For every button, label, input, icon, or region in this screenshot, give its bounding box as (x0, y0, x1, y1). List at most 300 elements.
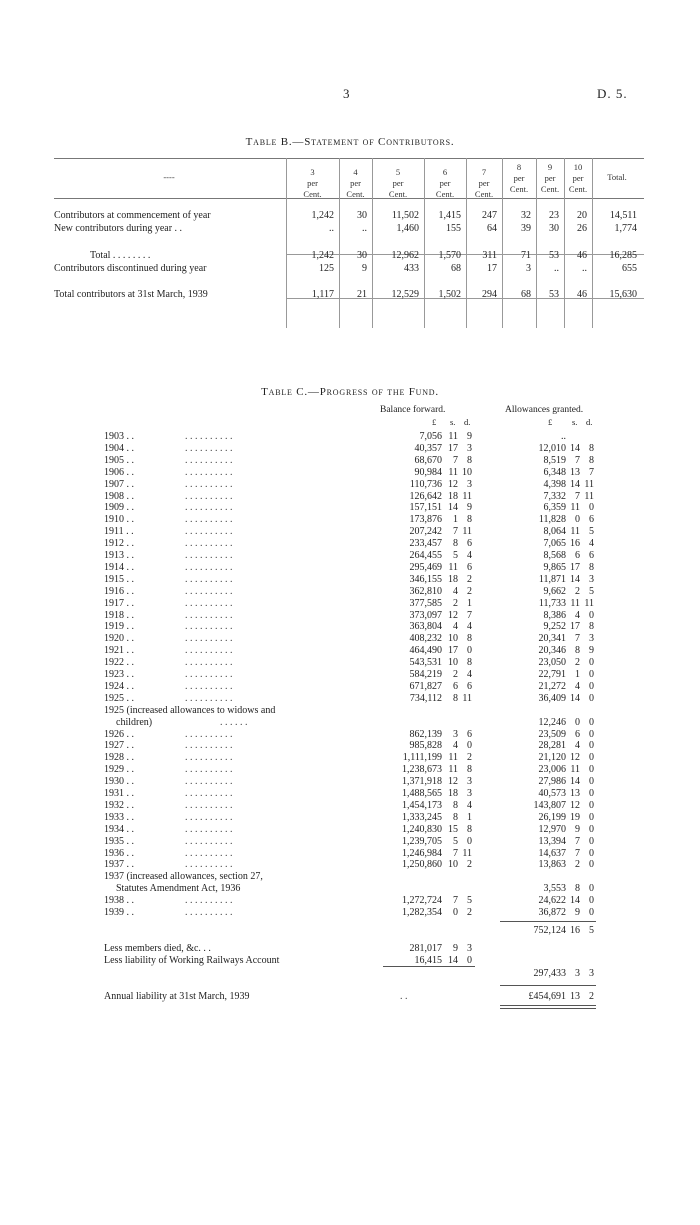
annual-liability-shillings: 13 (570, 990, 580, 1002)
year-label: 1909 . . (104, 502, 134, 514)
year-row (100, 907, 600, 919)
year-label: 1927 . . (104, 740, 134, 752)
table-b-column-header (424, 167, 466, 200)
allowance-granted-pounds: 21,272 (538, 680, 566, 692)
balance-forward-shillings: 12 (448, 609, 458, 621)
allowance-granted-pence: 0 (589, 847, 594, 859)
year-row (100, 800, 600, 812)
balance-forward-shillings: 12 (448, 776, 458, 788)
year-label: 1935 . . (104, 835, 134, 847)
table-b-column-header-part: 3 (310, 167, 315, 177)
table-b-column-header-part: 6 (442, 167, 448, 177)
table-b-cell: 71 (521, 250, 531, 261)
allowance-granted-pounds: 6,348 (543, 466, 566, 478)
balance-forward-pounds: 346,155 (409, 573, 442, 585)
table-b-cell: 16,285 (609, 250, 637, 261)
year-label: 1929 . . (104, 764, 134, 776)
balance-forward-shillings: 8 (453, 538, 458, 550)
leader-dots: . . . . . . . . . . (185, 788, 233, 799)
note-row (100, 705, 600, 717)
balance-forward-pence: 11 (462, 847, 472, 859)
allowance-granted-pounds: 143,807 (533, 799, 566, 811)
final-rule-bottom (500, 1005, 596, 1006)
allowance-granted-pence: 0 (589, 799, 594, 811)
balance-forward-pence: 8 (467, 657, 472, 669)
year-row (100, 681, 600, 693)
balance-forward-pounds: 1,454,173 (402, 799, 442, 811)
allowance-granted-pounds: 8,568 (543, 550, 566, 561)
final-label: Annual liability at 31st March, 1939 (104, 990, 250, 1002)
year-row (100, 729, 600, 741)
table-b-cell: 1,415 (438, 210, 461, 221)
balance-unit-header: d. (464, 417, 471, 427)
leader-dots: . . . . . . . . . . (185, 490, 233, 502)
leader-dots: . . . . . . . . . . (185, 811, 233, 823)
balance-forward-pounds: 40,357 (414, 442, 442, 454)
leader-dots: . . . . . . . . . . (185, 633, 233, 645)
table-c-title: Table C.—Progress of the Fund. (261, 386, 439, 398)
leader-dots: . . . . . . . . . . (185, 799, 233, 811)
allowance-granted-pounds: 27,986 (538, 776, 566, 788)
year-label: 1913 . . (104, 550, 134, 561)
table-b-cell: 655 (622, 263, 637, 274)
leader-dots: . . . . . . . . . . (185, 776, 233, 788)
year-row (100, 598, 600, 610)
allowance-granted-shillings: 13 (570, 788, 580, 799)
leader-dots: . . . . . . . . . . (185, 550, 233, 561)
balance-forward-shillings: 15 (448, 823, 458, 835)
year-label: 1908 . . (104, 490, 134, 502)
table-b-column-header (339, 167, 372, 200)
allowances-granted-header: Allowances granted. (505, 405, 584, 415)
balance-forward-pounds: 1,111,199 (402, 752, 442, 764)
balance-forward-pounds: 173,876 (409, 514, 442, 526)
balance-forward-pence: 2 (467, 752, 472, 764)
balance-forward-shillings: 6 (453, 680, 458, 692)
allowance-granted-shillings: 14 (570, 895, 580, 907)
year-row (100, 895, 600, 907)
table-b-column-header-part: 4 (353, 167, 358, 177)
balance-forward-pounds: 734,112 (409, 692, 442, 704)
table-b-column-header (372, 167, 424, 200)
balance-forward-pence: 4 (467, 669, 472, 680)
balance-forward-shillings: 2 (453, 597, 458, 609)
allowance-unit-header: d. (586, 417, 593, 427)
balance-forward-pence: 2 (467, 573, 472, 585)
allowance-granted-shillings: 11 (570, 764, 580, 776)
table-b-row (54, 210, 644, 223)
allowance-granted-pounds: 20,346 (538, 645, 566, 657)
annual-liability-pounds: £454,691 (528, 990, 566, 1002)
allowance-granted-shillings: 12 (570, 799, 580, 811)
balance-forward-pounds: 671,827 (409, 680, 442, 692)
balance-forward-shillings: 17 (448, 645, 458, 657)
balance-forward-pounds: 1,239,705 (402, 835, 442, 847)
allowance-granted-pounds: 24,622 (538, 895, 566, 907)
subtotal-row (100, 925, 600, 937)
balance-forward-shillings: 4 (453, 621, 458, 633)
year-row (100, 788, 600, 800)
allowance-granted-pounds: 7,065 (543, 538, 566, 550)
balance-forward-pounds: 584,219 (409, 669, 442, 680)
table-b-row (54, 250, 644, 263)
table-b-cell: 46 (577, 289, 587, 300)
allowance-granted-pounds: 9,662 (543, 585, 566, 597)
leader-dots: . . . . . . . . . . (185, 764, 233, 776)
balance-forward-pounds: 1,250,860 (402, 859, 442, 871)
year-row (100, 610, 600, 622)
balance-forward-pence: 3 (467, 788, 472, 799)
balance-forward-pounds: 1,488,565 (402, 788, 442, 799)
table-b-cell: 30 (549, 223, 559, 234)
year-label: 1904 . . (104, 442, 134, 454)
allowance-granted-pence: 9 (589, 645, 594, 657)
leader-dots: . . . . . . . . . . (185, 895, 233, 907)
table-b-cell: 53 (549, 289, 559, 300)
year-label: 1931 . . (104, 788, 134, 799)
year-label: 1912 . . (104, 538, 134, 550)
less-total-shillings: 3 (575, 967, 580, 979)
year-label: 1910 . . (104, 514, 134, 526)
allowance-granted-pence: 5 (589, 526, 594, 538)
allowance-granted-shillings: 19 (570, 811, 580, 823)
balance-forward-pence: 11 (462, 526, 472, 538)
allowance-granted-shillings: 4 (575, 609, 580, 621)
table-b-cell: 68 (521, 289, 531, 300)
allowance-granted-pence: 7 (589, 466, 594, 478)
final-row (100, 991, 600, 1003)
leader-dots: . . . . . . . . . . (185, 680, 233, 692)
allowance-granted-shillings: 7 (575, 835, 580, 847)
year-label: 1939 . . (104, 907, 134, 918)
balance-forward-shillings: 0 (453, 907, 458, 918)
table-b-column-header-part: 7 (481, 167, 487, 177)
year-label: 1925 . . (104, 692, 134, 704)
year-row (100, 645, 600, 657)
balance-forward-header: Balance forward. (380, 405, 446, 415)
balance-forward-pence: 9 (467, 502, 472, 514)
table-b-cell: 294 (482, 289, 497, 300)
allowance-granted-shillings: 16 (570, 538, 580, 550)
table-b-column-header-part: per (392, 178, 404, 188)
year-row (100, 443, 600, 455)
leader-dots: . . . . . . . . . . (185, 454, 233, 466)
allowance-granted-shillings: 1 (575, 669, 580, 680)
table-b-column-header-part: 10 (573, 162, 583, 172)
allowance-granted-pence: 0 (589, 776, 594, 788)
balance-forward-pounds: 362,810 (409, 585, 442, 597)
allowance-granted-pounds: 14,637 (538, 847, 566, 859)
year-label: 1915 . . (104, 573, 134, 585)
subtotal-rule (500, 921, 596, 922)
allowance-granted-shillings: 11 (570, 502, 580, 514)
balance-forward-shillings: 17 (448, 442, 458, 454)
allowance-granted-shillings: 17 (570, 621, 580, 633)
allowance-granted-pounds: 11,871 (538, 573, 566, 585)
balance-forward-pence: 6 (467, 538, 472, 550)
balance-forward-pence: 8 (467, 514, 472, 526)
balance-forward-pounds: 464,490 (409, 645, 442, 657)
year-row (100, 479, 600, 491)
leader-dots: . . . . . . . . . . (185, 823, 233, 835)
less-working-railways-pounds: 16,415 (414, 954, 442, 966)
table-b-row (54, 223, 644, 236)
table-b-column-header (466, 167, 502, 200)
allowance-granted-pence: 0 (589, 764, 594, 776)
table-b-cell: 155 (446, 223, 461, 234)
allowance-granted-pence: 6 (589, 514, 594, 526)
year-row (100, 859, 600, 871)
table-b-column-header: Total. (607, 172, 627, 182)
balance-forward-pence: 0 (467, 835, 472, 847)
table-b-row (54, 263, 644, 276)
allowance-granted-pence: 0 (589, 835, 594, 847)
table-b-cell: 433 (404, 263, 419, 274)
leader-dots: . . (400, 990, 408, 1002)
leader-dots: . . . . . . . . . . (185, 478, 233, 490)
leader-dots: . . . . . . . . . . (185, 752, 233, 764)
table-b-cell: 1,242 (311, 250, 334, 261)
balance-forward-shillings: 11 (448, 561, 458, 573)
balance-forward-pence: 3 (467, 776, 472, 788)
allowance-granted-shillings: 14 (570, 442, 580, 454)
year-label: 1920 . . (104, 633, 134, 645)
balance-forward-pence: 4 (467, 621, 472, 633)
year-row (100, 848, 600, 860)
balance-forward-shillings: 11 (448, 764, 458, 776)
allowance-granted-shillings: 14 (570, 692, 580, 704)
year-row (100, 836, 600, 848)
table-b-cell: 1,117 (311, 289, 334, 300)
table-b-cell: 12,529 (391, 289, 419, 300)
less-total-row (100, 968, 600, 980)
allowance-granted-pence: 0 (589, 811, 594, 823)
year-label: 1919 . . (104, 621, 134, 633)
allowance-granted-pounds: 13,394 (538, 835, 566, 847)
year-row (100, 764, 600, 776)
year-label: 1936 . . (104, 847, 134, 859)
table-b-column-header-part: 9 (547, 162, 553, 172)
table-b-column-header-part: per (513, 173, 525, 183)
year-row (100, 526, 600, 538)
less-row (100, 943, 600, 955)
note-row (100, 717, 600, 729)
table-b-column-header-part: Cent. (303, 189, 322, 199)
leader-dots: . . . . . . . . . . (185, 597, 233, 609)
table-b-cell: 30 (357, 250, 367, 261)
year-label: 1933 . . (104, 811, 134, 823)
year-row (100, 538, 600, 550)
allowance-granted-pence: 8 (589, 621, 594, 633)
allowance-granted-shillings: 14 (570, 573, 580, 585)
table-b-cell: 68 (451, 263, 461, 274)
table-b-stub-header: ---- (163, 172, 175, 182)
allowance-granted-pence: 0 (589, 692, 594, 704)
leader-dots: . . . . . . . . . . (185, 609, 233, 621)
table-b-column-header-part: Cent. (540, 184, 560, 194)
year-row (100, 824, 600, 836)
year-row (100, 740, 600, 752)
leader-dots: . . . . . . . . . . (185, 502, 233, 514)
year-label: 1930 . . (104, 776, 134, 788)
year-row (100, 514, 600, 526)
allowance-granted-shillings: 17 (570, 561, 580, 573)
year-row (100, 431, 600, 443)
balance-forward-pounds: 1,246,984 (402, 847, 442, 859)
table-b-cell: 1,502 (438, 289, 461, 300)
allowances-subtotal-pence: 5 (589, 924, 594, 936)
balance-forward-pence: 10 (462, 466, 472, 478)
balance-forward-shillings: 11 (448, 431, 458, 442)
allowance-granted-pence: 0 (589, 502, 594, 514)
balance-forward-pence: 2 (467, 907, 472, 918)
allowance-granted-pence: 0 (589, 657, 594, 669)
table-b-row-label: Contributors discontinued during year (54, 263, 207, 274)
year-row (100, 467, 600, 479)
table-b-cell: 1,242 (311, 210, 334, 221)
allowance-unit-header: s. (572, 417, 578, 427)
table-b-cell: 1,774 (614, 223, 637, 234)
allowances-subtotal-pounds: 752,124 (533, 924, 566, 936)
balance-forward-shillings: 8 (453, 799, 458, 811)
table-b-column-header-part: per (439, 178, 451, 188)
balance-forward-shillings: 5 (453, 550, 458, 561)
table-b-cell: 14,511 (609, 210, 637, 221)
leader-dots: . . . . . . . . . . (185, 669, 233, 680)
leader-dots: . . . . . . . . . . (185, 514, 233, 526)
balance-forward-pounds: 1,371,918 (402, 776, 442, 788)
leader-dots: . . . . . . . . . . (185, 431, 233, 442)
balance-forward-shillings: 3 (453, 728, 458, 740)
allowance-granted-shillings: 0 (575, 716, 580, 728)
year-row (100, 621, 600, 633)
balance-unit-header: £ (432, 417, 437, 427)
leader-dots: . . . . . . . . . . (185, 466, 233, 478)
table-b-cell: 23 (549, 210, 559, 221)
balance-forward-pounds: 207,242 (409, 526, 442, 538)
balance-forward-pounds: 543,531 (409, 657, 442, 669)
less-working-railways-shillings: 14 (448, 954, 458, 966)
balance-forward-pounds: 377,585 (409, 597, 442, 609)
balance-forward-pence: 11 (462, 490, 472, 502)
document-reference: D. 5. (597, 86, 628, 101)
note-row (100, 871, 600, 883)
table-b-column-header-part: 5 (395, 167, 401, 177)
balance-forward-shillings: 12 (448, 478, 458, 490)
allowance-granted-shillings: 9 (575, 907, 580, 918)
table-b-cell: 64 (487, 223, 497, 234)
balance-forward-pounds: 1,333,245 (402, 811, 442, 823)
allowance-granted-shillings: 14 (570, 776, 580, 788)
balance-forward-pounds: 363,804 (409, 621, 442, 633)
table-b-cell: 9 (362, 263, 367, 274)
balance-forward-shillings: 10 (448, 657, 458, 669)
leader-dots: . . . . . . . . . . (185, 847, 233, 859)
allowance-granted-pounds: 23,006 (538, 764, 566, 776)
page-number: 3 (343, 86, 350, 101)
balance-forward-pence: 0 (467, 645, 472, 657)
table-b-column-header-part: per (544, 173, 556, 183)
balance-forward-pence: 2 (467, 859, 472, 871)
less-members-died-pounds: 281,017 (409, 942, 442, 954)
balance-forward-shillings: 8 (453, 692, 458, 704)
balance-forward-shillings: 18 (448, 573, 458, 585)
table-b-cell: 11,502 (391, 210, 419, 221)
balance-forward-pounds: 985,828 (409, 740, 442, 752)
year-row (100, 562, 600, 574)
allowance-granted-pounds: 8,519 (543, 454, 566, 466)
leader-dots: . . . . . . . . . . (185, 907, 233, 918)
year-label: 1932 . . (104, 799, 134, 811)
year-label: 1903 . . (104, 431, 134, 442)
allowance-granted-pounds: 8,386 (543, 609, 566, 621)
balance-forward-shillings: 7 (453, 526, 458, 538)
year-label: 1911 . . (104, 526, 134, 538)
balance-forward-shillings: 10 (448, 859, 458, 871)
allowance-granted-pounds: 12,970 (538, 823, 566, 835)
balance-forward-shillings: 11 (448, 466, 458, 478)
less-members-died-pence: 3 (467, 942, 472, 954)
allowance-granted-pence: 0 (589, 788, 594, 799)
balance-forward-shillings: 7 (453, 847, 458, 859)
table-b-column-header-part: per (478, 178, 490, 188)
table-b-row-label: New contributors during year . . (54, 223, 183, 234)
allowance-granted-pence: 0 (589, 907, 594, 918)
allowance-granted-pence: 0 (589, 716, 594, 728)
table-b-cell: 53 (549, 250, 559, 261)
allowance-granted-pounds: 26,199 (538, 811, 566, 823)
balance-forward-pence: 7 (467, 609, 472, 621)
year-label: 1938 . . (104, 895, 134, 907)
allowance-granted-pence: 6 (589, 550, 594, 561)
less-label: Less liability of Working Railways Account (104, 954, 280, 966)
year-row (100, 669, 600, 681)
allowance-granted-pounds: 4,398 (543, 478, 566, 490)
allowances-subtotal-shillings: 16 (570, 924, 580, 936)
table-b-column-header-part: Cent. (346, 189, 365, 199)
balance-forward-pounds: 1,282,354 (402, 907, 442, 918)
less-row (100, 955, 600, 967)
allowance-granted-pounds: 12,246 (538, 716, 566, 728)
allowance-granted-pounds: 13,863 (538, 859, 566, 871)
allowance-granted-shillings: 12 (570, 752, 580, 764)
allowance-granted-pounds: 21,120 (538, 752, 566, 764)
balance-forward-pounds: 1,240,830 (402, 823, 442, 835)
table-b-column-header (502, 162, 536, 195)
allowance-granted-shillings: 6 (575, 728, 580, 740)
allowance-granted-pence: 11 (584, 478, 594, 490)
balance-forward-pence: 6 (467, 680, 472, 692)
year-row (100, 574, 600, 586)
allowance-granted-pounds: 20,341 (538, 633, 566, 645)
table-b-cell: 30 (357, 210, 367, 221)
table-b-column-header-part: Cent. (435, 189, 455, 199)
balance-unit-header: s. (450, 417, 456, 427)
year-label: 1926 . . (104, 728, 134, 740)
table-b-cell: 17 (487, 263, 497, 274)
allowance-granted-pence: 3 (589, 633, 594, 645)
table-b-cell: 12,962 (391, 250, 419, 261)
balance-forward-pence: 8 (467, 823, 472, 835)
table-b-column-header (286, 167, 339, 200)
balance-forward-pence: 4 (467, 550, 472, 561)
balance-forward-shillings: 1 (453, 514, 458, 526)
balance-forward-pence: 3 (467, 478, 472, 490)
allowance-granted-pence: 4 (589, 538, 594, 550)
table-b-column-header (564, 162, 592, 195)
balance-forward-shillings: 5 (453, 835, 458, 847)
less-working-railways-pence: 0 (467, 954, 472, 966)
